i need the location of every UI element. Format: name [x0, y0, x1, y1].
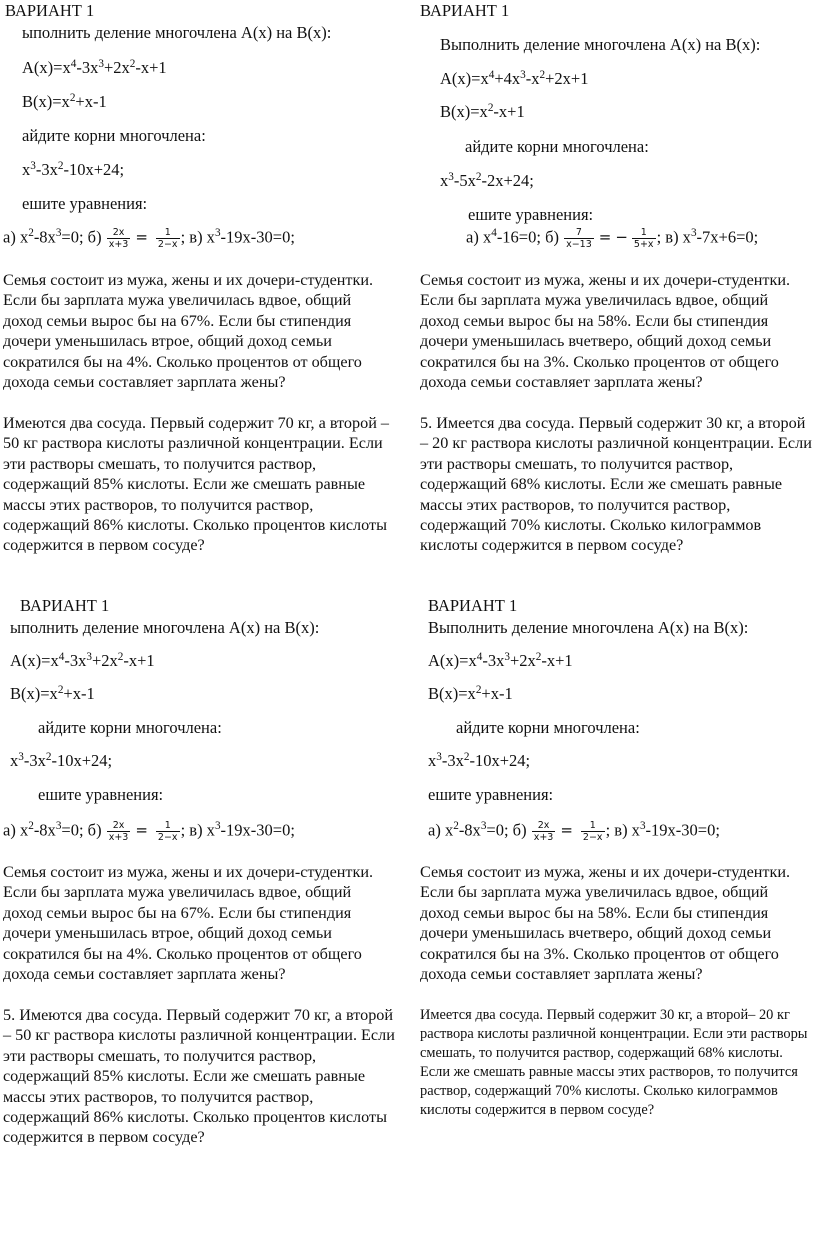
fraction-left: $\frac{2x}{x+3}$ [533, 820, 554, 843]
fraction-right: $\frac{1}{5+x}$ [633, 227, 654, 250]
problem-acid-solutions: 5. Имеются два сосуда. Первый содержит 70 кг, а второй – 50 кг раствора кислоты различной концентрации. Если эти растворы смешать, то получится раствор, содержащий 85% кислоты. Если же смешать равные массы этих растворов, то получится раствор, содержащий 86% кислоты. Сколько процентов кислоты содержится в первом сосуде? [3, 1006, 395, 1147]
equations-line: а) $х^2-8х^3=0$; б) $\frac{2x}{x+3}$ = $\frac{1}{2-x}$ ; в) $х^3-19х-30=0$; [3, 820, 295, 843]
polynomial-p: $х^3-3х^2-10х+24$; [22, 159, 125, 179]
variant-title: ВАРИАНТ 1 [420, 1, 510, 20]
fraction-left: $\frac{7}{x-13}$ [566, 227, 592, 250]
equations-line: а) $х^2-8х^3=0$; б) $\frac{2x}{x+3}$ = $\frac{1}{2-x}$ ; в) $х^3-19х-30=0$; [3, 227, 295, 250]
fraction-right: $\frac{1}{2-x}$ [157, 820, 178, 843]
task-equations: ешите уравнения: [22, 194, 148, 213]
problem-family-income: Семья состоит из мужа, жены и их дочери-студентки. Если бы зарплата мужа увеличилась вдвое, общий доход семьи вырос бы на 67%. Если бы стипендия дочери уменьшилась втрое, общий доход семьи сократился бы на 4%. Сколько процентов от общего дохода семьи составляет зарплата жены? [3, 271, 374, 392]
task-equations: ешите уравнения: [468, 205, 594, 224]
variant-title: ВАРИАНТ 1 [20, 596, 110, 615]
problem-family-income: Семья состоит из мужа, жены и их дочери-студентки. Если бы зарплата мужа увеличилась вдвое, общий доход семьи вырос бы на 67%. Если бы стипендия дочери уменьшилась втрое, общий доход семьи сократился бы на 4%. Сколько процентов от общего дохода семьи составляет зарплата жены? [3, 863, 374, 984]
task-roots: айдите корни многочлена: [22, 126, 206, 145]
polynomial-b: $В(х)=х^2+х-1$ [10, 683, 95, 703]
polynomial-b: $В(х)=х^2+х-1$ [428, 683, 513, 703]
polynomial-p: $х^3-5х^2-2х+24$; [440, 170, 534, 190]
fraction-right: $\frac{1}{2-x}$ [582, 820, 603, 843]
task-division: ыполнить деление многочлена А(х) на В(х): [10, 618, 320, 637]
polynomial-a: $А(х)=х^4-3х^3+2х^2-х+1$ [10, 650, 155, 670]
task-equations: ешите уравнения: [38, 785, 164, 804]
problem-family-income: Семья состоит из мужа, жены и их дочери-студентки. Если бы зарплата мужа увеличилась вдвое, общий доход семьи вырос бы на 58%. Если бы стипендия дочери уменьшилась вчетверо, общий доход семьи сократился бы на 3%. Сколько процентов от общего дохода семьи составляет зарплата жены? [420, 863, 791, 984]
polynomial-p: $х^3-3х^2-10х+24$; [10, 750, 113, 770]
polynomial-a: $А(х)=х^4-3х^3+2х^2-х+1$ [428, 650, 573, 670]
task-division: Выполнить деление многочлена А(х) на В(х): [428, 618, 749, 637]
variant-title: ВАРИАНТ 1 [428, 596, 518, 615]
polynomial-b: $В(х)=х^2-х+1$ [440, 101, 525, 121]
variant-title: ВАРИАНТ 1 [5, 1, 95, 20]
polynomial-a: $А(х)=х^4-3х^3+2х^2-х+1$ [22, 57, 167, 77]
problem-acid-solutions: Имеются два сосуда. Первый содержит 70 кг, а второй – 50 кг раствора кислоты различной концентрации. Если эти растворы смешать, то получится раствор, содержащий 85% кислоты. Если же смешать равные массы этих растворов, то получится раствор, содержащий 86% кислоты. Сколько процентов кислоты содержится в первом сосуде? [3, 414, 389, 555]
problem-acid-solutions: Имеется два сосуда. Первый содержит 30 кг, а второй– 20 кг раствора кислоты различной концентрации. Если эти растворы смешать, то получится раствор, содержащий 68% кислоты. Если же смешать равные массы этих растворов, то получится раствор, содержащий 70% кислоты. Сколько килограммов кислоты содержится в первом сосуде? [420, 1007, 808, 1118]
task-division: ыполнить деление многочлена А(х) на В(х): [22, 23, 332, 42]
task-roots: айдите корни многочлена: [465, 137, 649, 156]
polynomial-p: $х^3-3х^2-10х+24$; [428, 750, 531, 770]
problem-family-income: Семья состоит из мужа, жены и их дочери-студентки. Если бы зарплата мужа увеличилась вдвое, общий доход семьи вырос бы на 58%. Если бы стипендия дочери уменьшилась вчетверо, общий доход семьи сократился бы на 3%. Сколько процентов от общего дохода семьи составляет зарплата жены? [420, 271, 791, 392]
polynomial-a: $А(х)=х^4+4х^3-х^2+2х+1$ [440, 68, 589, 88]
task-roots: айдите корни многочлена: [456, 718, 640, 737]
polynomial-b: $В(х)=х^2+х-1$ [22, 91, 107, 111]
task-division: Выполнить деление многочлена А(х) на В(х): [440, 35, 761, 54]
task-equations: ешите уравнения: [428, 785, 554, 804]
equations-line: а) $х^4-16=0$; б) $\frac{7}{x-13}$ = − $\frac{1}{5+x}$ ; в) $х^3-7х+6=0$; [466, 227, 759, 250]
fraction-right: $\frac{1}{2-x}$ [157, 227, 178, 250]
problem-acid-solutions: 5. Имеется два сосуда. Первый содержит 30 кг, а второй – 20 кг раствора кислоты различной концентрации. Если эти растворы смешать, то получится раствор, содержащий 68% кислоты. Если же смешать равные массы этих растворов, то получится раствор, содержащий 70% кислоты. Сколько килограммов кислоты содержится в первом сосуде? [420, 414, 812, 555]
task-roots: айдите корни многочлена: [38, 718, 222, 737]
fraction-left: $\frac{2x}{x+3}$ [108, 227, 129, 250]
equations-line: а) $х^2-8х^3=0$; б) $\frac{2x}{x+3}$ = $\frac{1}{2-x}$ ; в) $х^3-19х-30=0$; [428, 820, 720, 843]
fraction-left: $\frac{2x}{x+3}$ [108, 820, 129, 843]
